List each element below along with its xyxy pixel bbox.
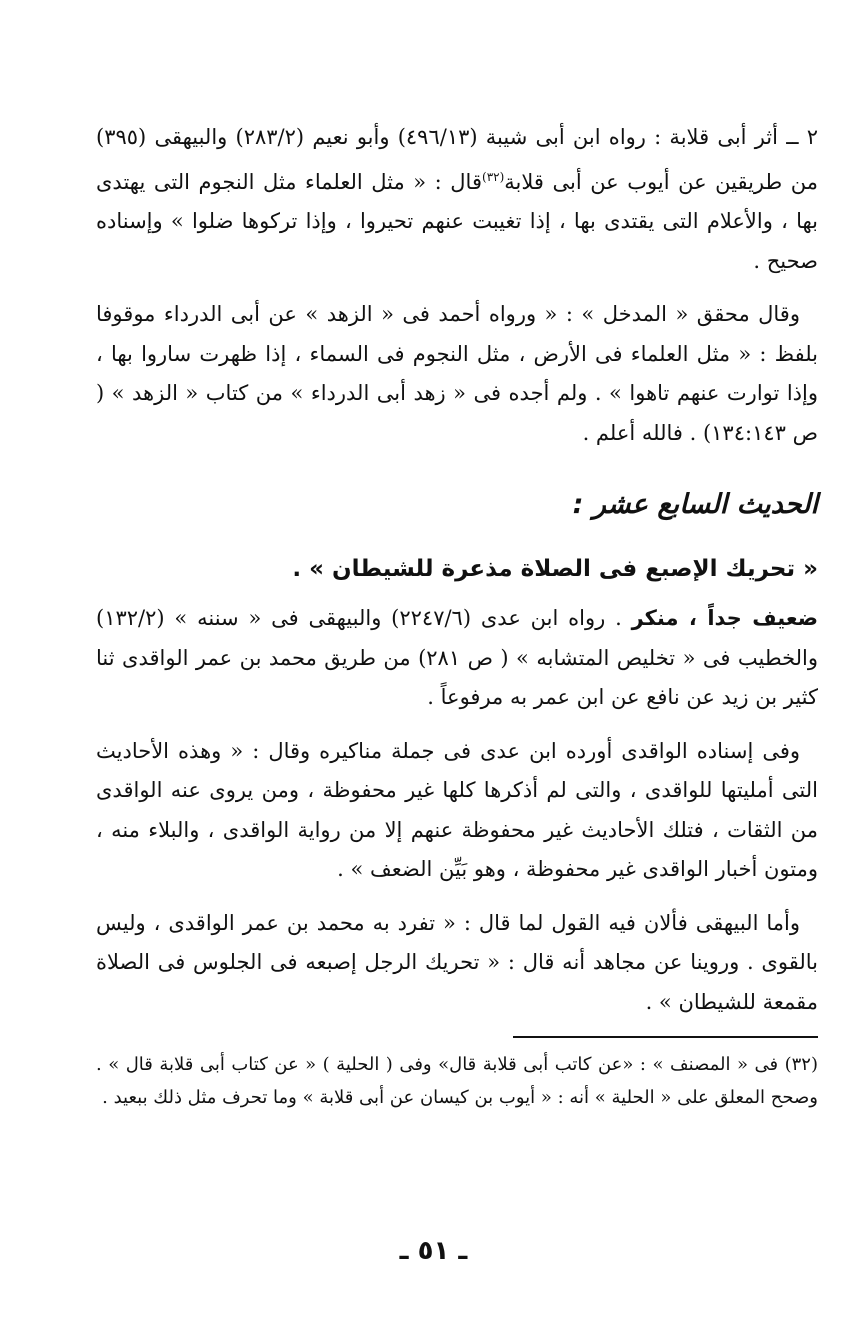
paragraph-grade xyxy=(96,599,818,718)
paragraph-text: . رواه ابن عدى (٢٢٤٧/٦) والبيهقى فى « سننه » (١٣٢/٢) والخطيب فى « تخليص المتشابه » ( ص ٢٨١) من طريق محمد بن عمر الواقدى ثنا كثير بن زيد عن نافع عن ابن عمر به مرفوعاً . xyxy=(96,606,818,709)
paragraph-muhaqqiq xyxy=(96,295,818,453)
footnote-marker: (٣٢) xyxy=(482,169,505,184)
paragraph-bayhaqi xyxy=(96,904,818,1023)
paragraph-text: وقال محقق « المدخل » : « ورواه أحمد فى « الزهد » عن أبى الدرداء موقوفا بلفظ : « مثل العلماء فى الأرض ، مثل النجوم فى السماء ، إذا ظهرت ساروا بها ، وإذا توارت عنهم تاهوا » . ولم أجده فى « زهد أبى الدرداء » من كتاب « الزهد » ( ص ١٣٤:١٤٣) . فالله أعلم . xyxy=(96,302,818,445)
paragraph-athar-abi-qilaba xyxy=(96,118,818,281)
page-number: ـ ٥١ ـ xyxy=(399,1236,468,1266)
paragraph-ibn-adi xyxy=(96,732,818,890)
paragraph-text: وأما البيهقى فألان فيه القول لما قال : « تفرد به محمد بن عمر الواقدى ، وليس بالقوى . وروينا عن مجاهد أنه قال : « تحريك الرجل إصبعه فى الجلوس فى الصلاة مقمعة للشيطان » . xyxy=(96,910,818,1014)
page-body xyxy=(96,118,818,1114)
hadith-heading: الحديث السابع عشر : xyxy=(572,489,818,520)
paragraph-text: ٢ ــ أثر أبى قلابة : رواه ابن أبى شيبة (٤٩٦/١٣) وأبو نعيم (٢٨٣/٢) والبيهقى (٣٩٥) من طريقين عن أيوب عن أبى قلابة xyxy=(96,125,818,194)
footnote-divider xyxy=(513,1036,818,1038)
footnote: (٣٢) فى « المصنف » : «عن كاتب أبى قلابة قال» وفى ( الحلية ) « عن كتاب أبى قلابة قال » . وصحح المعلق على « الحلية » أنه : « أيوب بن كيسان عن أبى قلابة » وما تحرف مثل ذلك ببعيد . xyxy=(96,1054,818,1108)
grade-label: ضعيف جداً ، منكر xyxy=(631,606,819,630)
hadith-text: « تحريك الإصبع فى الصلاة مذعرة للشيطان » . xyxy=(292,556,818,582)
paragraph-text-continued: قال : « مثل العلماء مثل النجوم التى يهتدى بها ، والأعلام التى يقتدى بها ، إذا تغيبت عنهم تحيروا ، وإذا تركوها ضلوا » وإسناده صحيح . xyxy=(96,169,818,273)
paragraph-text: وفى إسناده الواقدى أورده ابن عدى فى جملة مناكيره وقال : « وهذه الأحاديث التى أمليتها للواقدى ، والتى لم أذكرها كلها غير محفوظة ، ومن يروى عنه الواقدى من الثقات ، فتلك الأحاديث غير محفوظة عنهم إلا من رواية الواقدى ، والبلاء منه ، ومتون أخبار الواقدى غير محفوظة ، وهو بَيِّن الضعف » . xyxy=(96,738,818,881)
